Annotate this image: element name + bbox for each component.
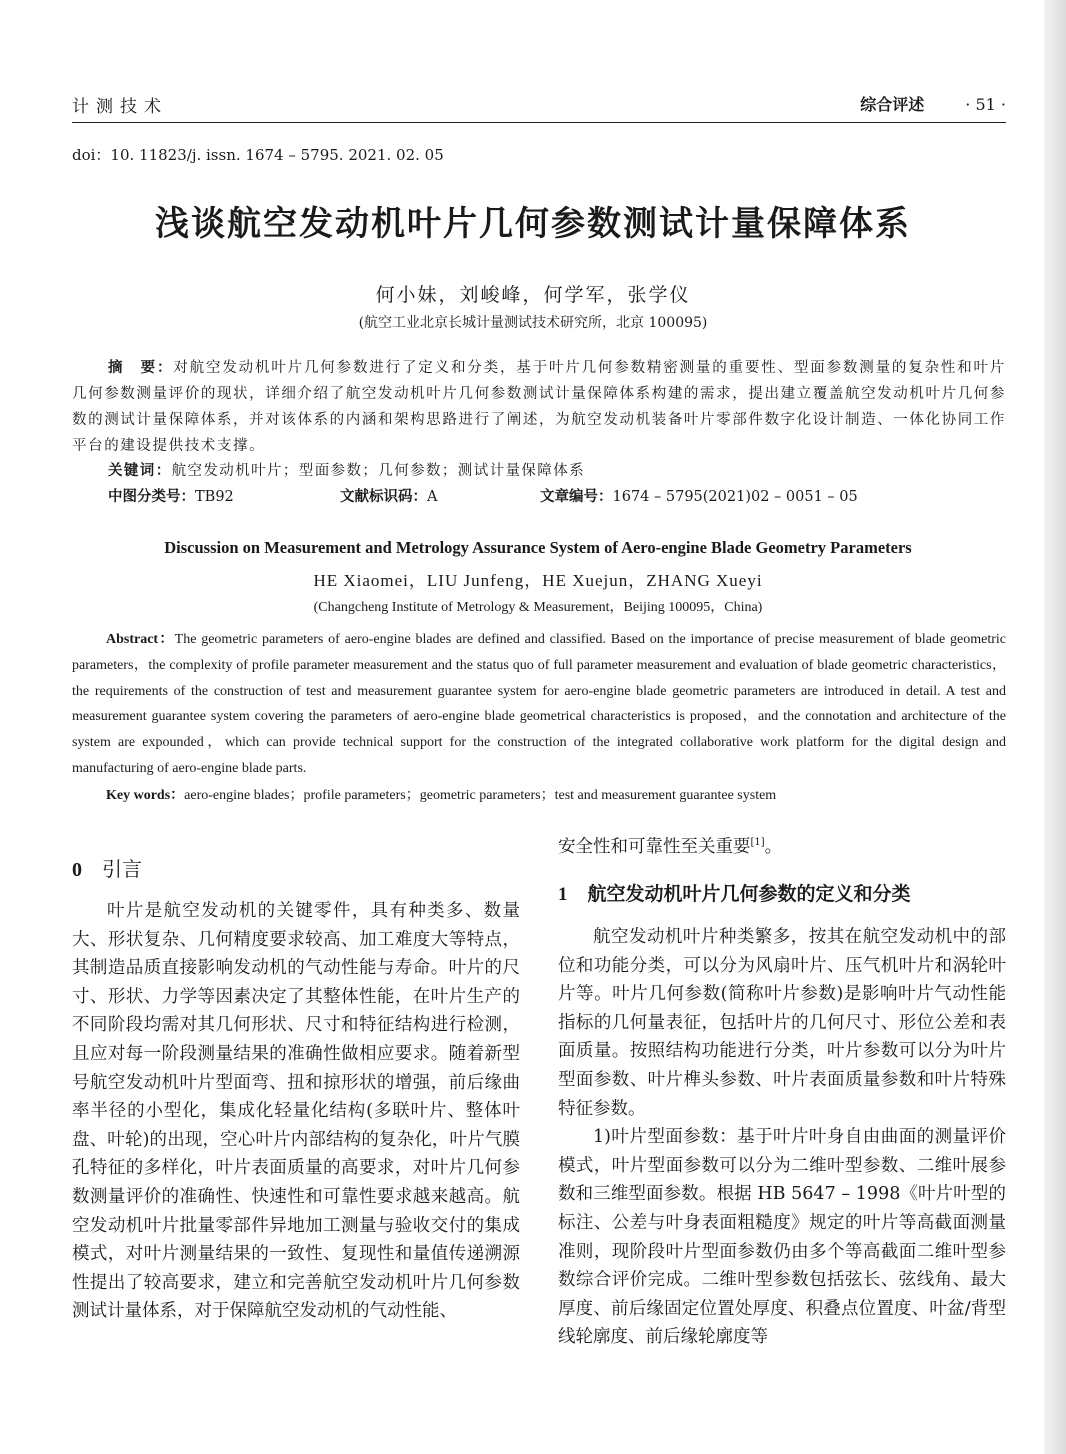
keywords-cn-text: 航空发动机叶片；型面参数；几何参数；测试计量保障体系 xyxy=(171,463,586,479)
abstract-cn xyxy=(72,355,1006,459)
section-0-paragraph: 叶片是航空发动机的关键零件，具有种类多、数量大、形状复杂、几何精度要求较高、加工难度大等特点，其制造品质直接影响发动机的气动性能与寿命。叶片的尺寸、形状、力学等因素决定了其整体性能，在叶片生产的不同阶段均需对其几何形状、尺寸和特征结构进行检测，且应对每一阶段测量结果的准确性做相应要求。随着新型号航空发动机叶片型面弯、扭和掠形状的增强，前后缘曲率半径的小型化，集成化轻量化结构(多联叶片、整体叶盘、叶轮)的出现，空心叶片内部结构的复杂化，叶片气膜孔特征的多样化，叶片表面质量的高要求，对叶片几何参数测量评价的准确性、快速性和可靠性要求越来越高。航空发动机叶片批量零部件异地加工测量与验收交付的集成模式，对叶片测量结果的一致性、复现性和量值传递溯源性提出了较高要求，建立和完善航空发动机叶片几何参数测试计量体系，对于保障航空发动机的气动性能、 xyxy=(72,901,520,1322)
authors: 何小妹，刘峻峰，何学军，张学仪 xyxy=(375,284,691,306)
doi: doi：10. 11823/j. issn. 1674 – 5795. 2021. 02. 05 xyxy=(72,146,444,164)
section-0-heading xyxy=(72,853,142,882)
article-label: 文章编号： xyxy=(540,489,613,505)
continuation-end: 。 xyxy=(764,836,783,857)
section-0-number: 0 xyxy=(72,859,82,881)
abstract-cn-label: 摘 要： xyxy=(108,360,174,376)
journal-name: 计测技术 xyxy=(72,97,168,117)
keywords-cn-label: 关键词： xyxy=(108,463,172,479)
article-value: 1674 – 5795(2021)02 – 0051 – 05 xyxy=(612,489,858,505)
keywords-en-text: aero-engine blades；profile parameters；geometric parameters；test and measurement guarantee system xyxy=(184,788,777,803)
section-0-title: 引言 xyxy=(102,857,142,881)
citation-ref: [1] xyxy=(750,837,765,848)
page-number: · 51 · xyxy=(965,95,1006,114)
doc-label: 文献标识码： xyxy=(340,489,427,505)
affiliation-en: (Changcheng Institute of Metrology & Measurement，Beijing 100095，China) xyxy=(313,600,763,615)
doc-value: A xyxy=(427,489,438,505)
section-1-title: 航空发动机叶片几何参数的定义和分类 xyxy=(587,883,911,905)
article-number xyxy=(540,485,858,506)
abstract-en-label: Abstract： xyxy=(106,632,175,647)
paper-title: 浅谈航空发动机叶片几何参数测试计量保障体系 xyxy=(155,204,911,244)
abstract-cn-text: 对航空发动机叶片几何参数进行了定义和分类，基于叶片几何参数精密测量的重要性、型面参数测量的复杂性和叶片几何参数测量评价的现状，详细介绍了航空发动机叶片几何参数测试计量保障体系构建的需求，提出建立覆盖航空发动机叶片几何参数的测试计量保障体系，并对该体系的内涵和架构思路进行了阐述，为航空发动机装备叶片零部件数字化设计制造、一体化协同工作平台的建设提供技术支撑。 xyxy=(72,360,1006,454)
document-code xyxy=(340,485,437,506)
clc-code xyxy=(108,485,234,506)
running-header xyxy=(72,92,1006,123)
section-1-number: 1 xyxy=(558,884,568,905)
classification-row xyxy=(108,485,1008,511)
section-1-paragraph-2: 1)叶片型面参数：基于叶片叶身自由曲面的测量评价模式，叶片型面参数可以分为二维叶型参数、二维叶展参数和三维型面参数。根据 HB 5647 – 1998《叶片叶型的标注、公差与叶身表面粗糙度》规定的叶片等高截面测量准则，现阶段叶片型面参数仍由多个等高截面二维叶型参数综合评价完成。二维叶型参数包括弦长、弦线角、最大厚度、前后缘固定位置处厚度、积叠点位置度、叶盆/背型线轮廓度、前后缘轮廓度等 xyxy=(558,1127,1006,1348)
affiliation: (航空工业北京长城计量测试技术研究所，北京 100095) xyxy=(358,315,708,331)
section-1-paragraph-1: 航空发动机叶片种类繁多，按其在航空发动机中的部位和功能分类，可以分为风扇叶片、压气机叶片和涡轮叶片等。叶片几何参数(简称叶片参数)是影响叶片气动性能指标的几何量表征，包括叶片的几何尺寸、形位公差和表面质量。按照结构功能进行分类，叶片参数可以分为叶片型面参数、叶片榫头参数、叶片表面质量参数和叶片特殊特征参数。 xyxy=(558,927,1006,1119)
right-column xyxy=(558,923,1006,1352)
paper-title-en: Discussion on Measurement and Metrology Assurance System of Aero-engine Blade Geometry Parameters xyxy=(164,538,912,557)
abstract-en xyxy=(72,627,1006,782)
abstract-en-text: The geometric parameters of aero-engine blades are defined and classified. Based on the importance of precise measurement of blade geometric parameters，the complexity of profile parameter measurement and the status quo of full parameter measurement and evaluation of blade geometric characteristics，the requirements of the construction of test and measurement guarantee system for aero-engine blade geometric parameters are introduced in detail. A test and measurement guarantee system covering the parameters of aero-engine blade geometrical characteristics is proposed，and the connotation and architecture of the system are expounded，which can provide technical support for the construction of the integrated collaborative work platform for the digital design and manufacturing of aero-engine blade parts. xyxy=(72,632,1006,776)
keywords-en-label: Key words： xyxy=(106,788,185,803)
header-right xyxy=(860,92,1006,115)
section-label: 综合评述 xyxy=(860,95,925,114)
authors-en: HE Xiaomei，LIU Junfeng，HE Xuejun，ZHANG Xueyi xyxy=(313,571,763,590)
section-1-heading xyxy=(558,879,911,906)
clc-label: 中图分类号： xyxy=(108,489,195,505)
left-column xyxy=(72,897,520,1326)
continuation-text: 安全性和可靠性至关重要 xyxy=(558,836,751,857)
clc-value: TB92 xyxy=(195,489,234,505)
keywords-en xyxy=(106,784,776,804)
right-column-continuation xyxy=(558,829,1006,861)
keywords-cn xyxy=(108,459,585,480)
